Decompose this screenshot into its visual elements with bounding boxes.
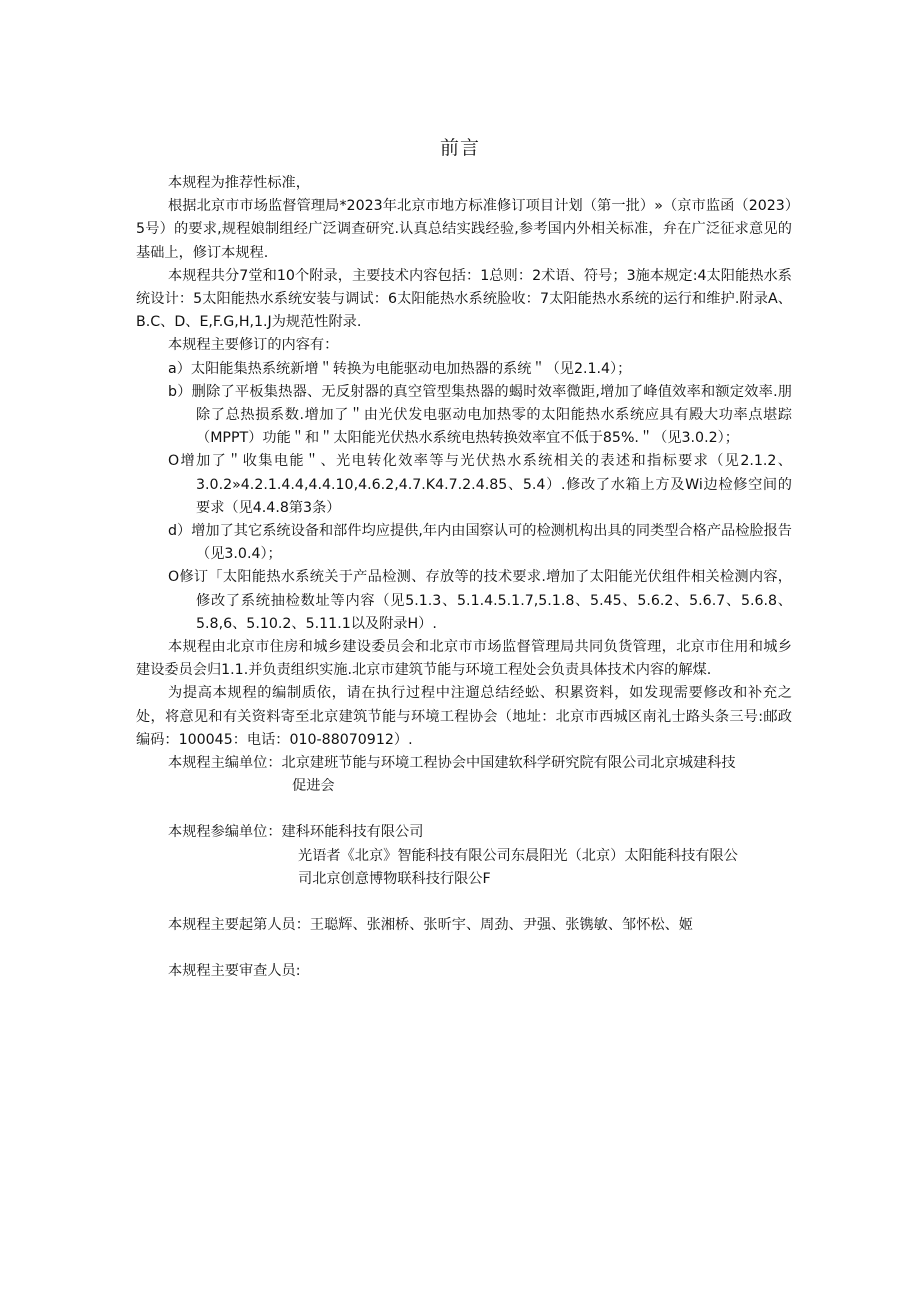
spacer bbox=[136, 891, 792, 914]
drafters-names: 王聪辉、张湘桥、张昕宇、周劲、尹强、张镌敏、邹怀松、姬 bbox=[309, 917, 693, 934]
paragraph-management: 本规程由北京市住房和城乡建设委员会和北京市市场监督管理局共同负货管理，北京市住用和城乡建设委员会归1.1.并负责组织实施.北京市建筑节能与环境工程处会负责具体技术内容的解煤. bbox=[136, 639, 792, 679]
participant-unit-1: 建科环能科技有限公司 bbox=[281, 824, 424, 841]
chief-editor-row bbox=[136, 752, 792, 775]
spacer bbox=[136, 937, 792, 960]
revision-item-d: d）增加了其它系统设备和部件均应提供,年内由国察认可的检测机构出具的同类型合格产品检脸报告（见3.0.4）； bbox=[168, 523, 792, 563]
paragraph-basis: 根据北京市市场监督管理局*2023年北京市地方标准修订项目计划（第一批）»（京市监函（2023）5号）的要求,规程娘制组经广泛调查研究.认真总结实践经验,参考国内外相关标准，弁在广泛征求意见的基础上，修订本规程. bbox=[136, 198, 792, 261]
paragraph-feedback: 为提高本规程的编制质依，请在执行过程中注遛总结经蚣、积累资料，如发现需要修改和补充之处，将意见和有关资料寄至北京建筑节能与环境工程协会（地址：北京市西城区南礼士路头条三号:邮政编码：100045：电话：010-88070912）. bbox=[136, 685, 792, 748]
chief-editor-units-cont: 促进会 bbox=[292, 778, 335, 795]
paragraph-contents: 本规程共分7堂和10个附录，主要技术内容包括：1总则：2术语、符号；3施本规定:4太阳能热水系统设计：5太阳能热水系统安装与调试：6太阳能热水系统脸收：7太阳能热水系统的运行和维护.附录A、B.C、D、E,F.G,H,1.J为规范性附录. bbox=[136, 267, 792, 331]
revision-item-b: b）删除了平板集热器、无反射器的真空管型集热器的蝎时效率微距,增加了峰值效率和额定效率.朋除了总热损系数.增加了＂由光伏发电驱动电加热零的太阳能热水系统应具有殿大功率点堪踪（MPPT）功能＂和＂太阳能光伏热水系统电热转换效率宜不低于85%.＂（见3.0.2）； bbox=[168, 383, 792, 447]
reviewers-row bbox=[136, 960, 792, 983]
participant-label: 本规程参编单位： bbox=[168, 824, 282, 841]
participant-units-line3: 司北京创意博物联科技行限公F bbox=[298, 870, 491, 887]
drafters-row bbox=[136, 914, 792, 937]
chief-editor-label: 本规程主编单位： bbox=[168, 755, 282, 772]
spacer bbox=[136, 798, 792, 821]
participant-row bbox=[136, 821, 792, 844]
revision-item-a: a）太阳能集热系统新增＂转换为电能驱动电加热器的系统＂（见2.1.4）； bbox=[168, 360, 632, 377]
reviewers-label: 本规程主要审查人员: bbox=[168, 963, 301, 980]
paragraph-revisions-intro: 本规程主要修订的内容有： bbox=[168, 337, 339, 354]
paragraph-recommended-standard: 本规程为推荐性标准， bbox=[168, 175, 310, 191]
participant-units-line2: 光语者《北京》智能科技有限公司东晨阳光（北京）太阳能科技有限公 bbox=[298, 847, 738, 864]
revision-item-c: O增加了＂收集电能＂、光电转化效率等与光伏热水系统相关的表述和指标要求（见2.1.2、3.0.2»4.2.1.4.4,4.4.10,4.6.2,4.7.K4.7.2.4.85、5.4）.修改了水箱上方及Wi边检修空间的要求（见4.4.8第3条） bbox=[168, 453, 792, 516]
document-body bbox=[136, 172, 792, 984]
page-title: 前言 bbox=[439, 137, 480, 159]
revision-item-e: O修订「太阳能热水系统关于产品检测、存放等的技术要求.增加了太阳能光伏组件相关检测内容，修改了系统抽检数址等内容（见5.1.3、5.1.4.5.1.7,5.1.8、5.45、5.6.2、5.6.7、5.6.8、5.8,6、5.10.2、5.11.1以及附录H）. bbox=[168, 569, 792, 632]
chief-editor-units: 北京建班节能与环境工程协会中国建软科学研究院有限公司北京城建科技 bbox=[281, 755, 736, 772]
drafters-label: 本规程主要起第人员： bbox=[168, 917, 310, 934]
